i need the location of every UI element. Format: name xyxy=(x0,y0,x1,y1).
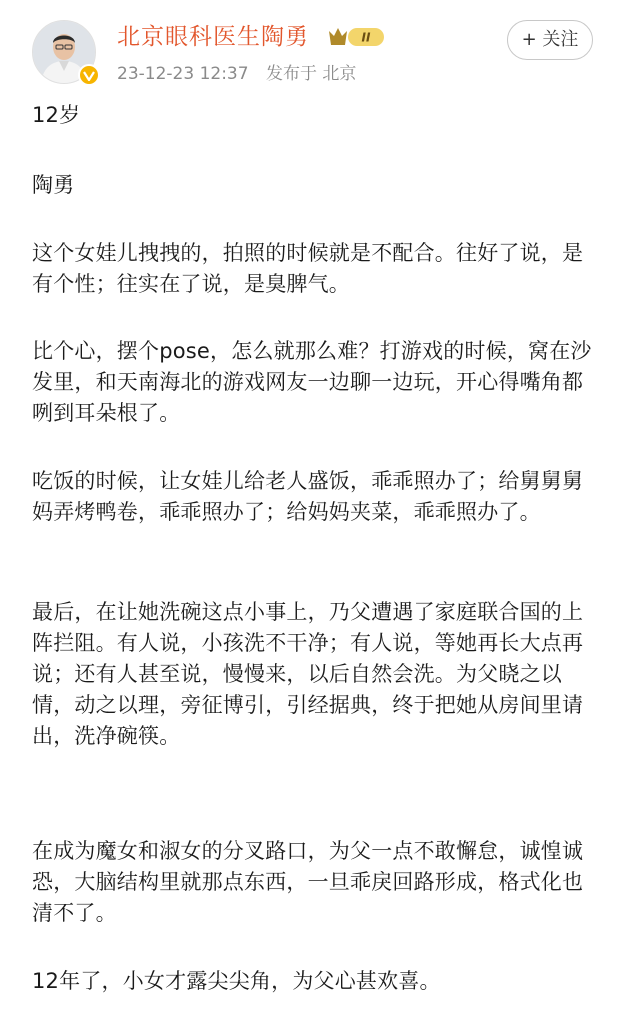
post-paragraph: 12岁 xyxy=(32,103,81,127)
verified-badge-icon xyxy=(78,64,100,86)
post-location: 发布于 北京 xyxy=(265,64,357,84)
post-paragraph: 这个女娃儿拽拽的，拍照的时候就是不配合。往好了说，是有个性；往实在了说，是臭脾气。 xyxy=(32,241,584,296)
post-paragraph: 在成为魔女和淑女的分叉路口，为父一点不敢懈怠，诚惶诚恐，大脑结构里就那点东西，一旦乖戾回路形成，格式化也清不了。 xyxy=(32,839,584,925)
vip-level-badge-icon[interactable] xyxy=(326,24,386,50)
author-avatar[interactable] xyxy=(32,20,96,84)
follow-button[interactable]: + 关注 xyxy=(507,20,593,60)
post-paragraph: 12年了，小女才露尖尖角，为父心甚欢喜。 xyxy=(32,969,441,993)
vip-level-text: II xyxy=(361,30,371,45)
post-paragraph: 比个心，摆个pose，怎么就那么难？打游戏的时候，窝在沙发里，和天南海北的游戏网友一边聊一边玩，开心得嘴角都咧到耳朵根了。 xyxy=(32,339,592,425)
post-paragraph: 陶勇 xyxy=(32,173,75,197)
post-time: 23-12-23 12:37 xyxy=(117,64,249,84)
post-paragraph: 最后，在让她洗碗这点小事上，乃父遭遇了家庭联合国的上阵拦阻。有人说，小孩洗不干净；有人说，等她再长大点再说；还有人甚至说，慢慢来，以后自然会洗。为父晓之以情，动之以理，旁征博引，引经据典，终于把她从房间里请出，洗净碗筷。 xyxy=(32,600,584,748)
verified-v-icon xyxy=(83,69,95,81)
post-header xyxy=(0,0,640,98)
author-name[interactable]: 北京眼科医生陶勇 xyxy=(117,24,309,50)
post-meta xyxy=(117,61,368,87)
post-paragraph: 吃饭的时候，让女娃儿给老人盛饭，乖乖照办了；给舅舅舅妈弄烤鸭卷，乖乖照办了；给妈妈夹菜，乖乖照办了。 xyxy=(32,469,584,524)
